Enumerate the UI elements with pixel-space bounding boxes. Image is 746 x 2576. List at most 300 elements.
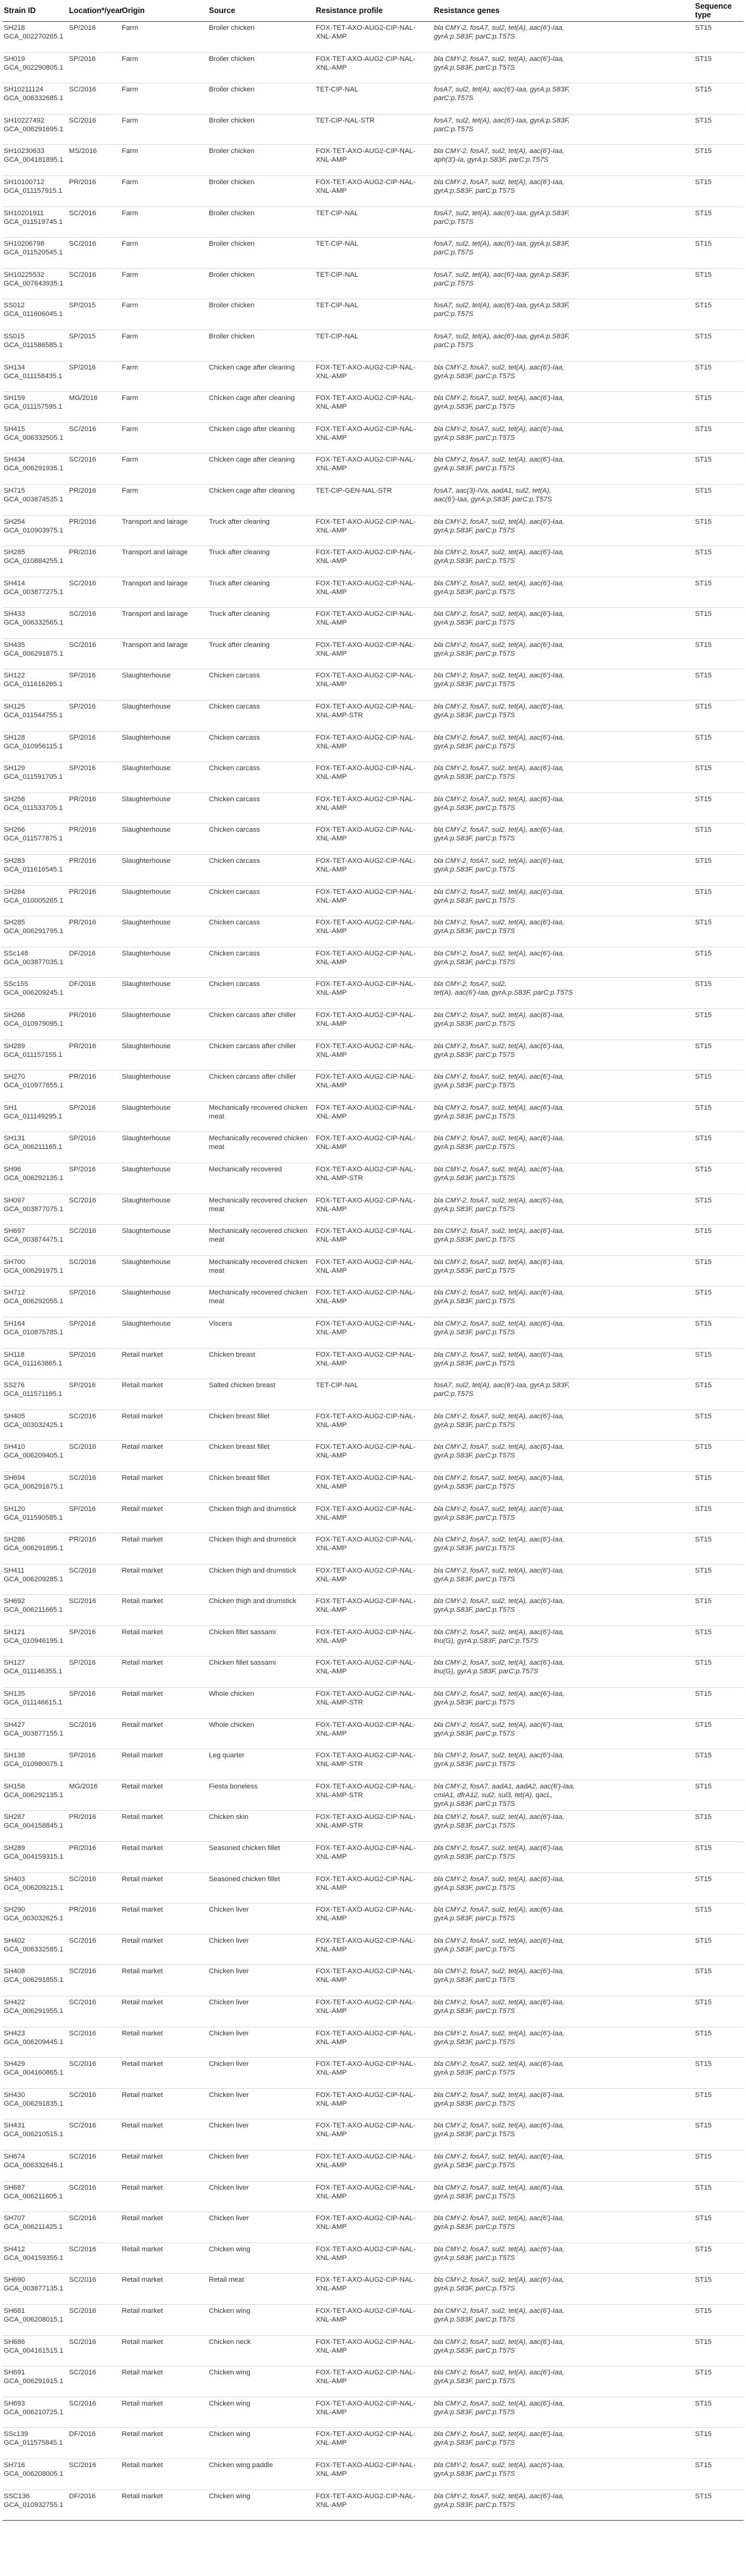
cell-origin: Retail market	[121, 1996, 208, 2027]
cell-resistance-genes-line: gyrA:p.S83F, parC:p.T57S	[434, 465, 515, 473]
cell-source-line: Chicken skin	[209, 1813, 249, 1821]
cell-resistance-profile-line: FOX-TET-AXO-AUG2-CIP-NAL-	[316, 1412, 416, 1420]
table-body	[2, 22, 744, 2521]
cell-resistance-genes-line: gyrA:p.S83F, parC:p.T57S	[434, 2099, 515, 2108]
cell-strain-id	[2, 515, 68, 546]
cell-strain-id-line: SH422	[4, 1999, 25, 2006]
table-row	[2, 299, 744, 330]
cell-strain-id-line: SH121	[4, 1628, 25, 1636]
cell-resistance-profile	[315, 608, 433, 639]
cell-resistance-profile	[315, 1904, 433, 1935]
cell-source	[208, 2027, 315, 2058]
cell-resistance-genes-line: bla CMY-2, fosA7, sul2, tet(A), aac(6')-Iaa,	[434, 1875, 564, 1883]
cell-resistance-profile	[315, 638, 433, 669]
cell-resistance-genes	[433, 453, 694, 485]
cell-source	[208, 1872, 315, 1904]
cell-strain-id-line: GCA_006291875.1	[4, 649, 63, 658]
cell-strain-id-line: SH435	[4, 641, 25, 649]
cell-source-line: Chicken wing paddle	[209, 2461, 274, 2469]
cell-location-year: SP/2016	[68, 1101, 121, 1132]
cell-strain-id-line: SH716	[4, 2461, 25, 2469]
cell-resistance-profile	[315, 145, 433, 176]
cell-resistance-genes-line: gyrA:p.S83F, parC:p.T57S	[434, 1729, 515, 1737]
cell-resistance-genes-line: bla CMY-2, fosA7, sul2, tet(A), aac(6')-Iaa,	[434, 1566, 564, 1574]
cell-source-line: Chicken liver	[209, 2152, 249, 2160]
cell-resistance-genes-line: fosA7, sul2, tet(A), aac(6')-Iaa, gyrA:p.S83F,	[434, 1382, 570, 1390]
cell-resistance-profile-line: FOX-TET-AXO-AUG2-CIP-NAL-	[316, 980, 416, 988]
cell-resistance-genes-line: fosA7, sul2, tet(A), aac(6')-Iaa, gyrA:p.S83F,	[434, 116, 570, 124]
cell-resistance-genes-line: bla CMY-2, fosA7, sul2, tet(A), aac(6')-Iaa,	[434, 24, 564, 32]
cell-location-year: SP/2016	[68, 731, 121, 762]
cell-resistance-genes-line: bla CMY-2, fosA7, sul2, tet(A), aac(6')-Iaa,	[434, 1289, 564, 1297]
cell-sequence-type: ST15	[694, 1379, 744, 1410]
cell-resistance-profile-line: XNL-AMP	[316, 2315, 347, 2323]
cell-strain-id	[2, 2366, 68, 2397]
cell-resistance-profile-line: XNL-AMP	[316, 1020, 347, 1028]
cell-resistance-genes-line: gyrA:p.S83F, parC:p.T57S	[434, 835, 515, 843]
cell-source	[208, 1410, 315, 1441]
table-row	[2, 947, 744, 978]
cell-resistance-genes	[433, 2366, 694, 2397]
table-row	[2, 1225, 744, 1256]
cell-origin: Retail market	[121, 1965, 208, 1996]
cell-source	[208, 2088, 315, 2119]
cell-resistance-genes-line: bla CMY-2, fosA7, sul2, tet(A), aac(6')-Iaa,	[434, 1351, 564, 1359]
cell-resistance-genes-line: gyrA:p.S83F, parC:p.T57S	[434, 1945, 515, 1953]
cell-location-year: SP/2015	[68, 299, 121, 330]
cell-resistance-profile	[315, 1009, 433, 1040]
cell-source-line: Mechanically recovered	[209, 1165, 282, 1173]
cell-source-line: meat	[209, 1112, 224, 1120]
cell-strain-id-line: SH127	[4, 1659, 25, 1667]
cell-sequence-type: ST15	[694, 83, 744, 114]
cell-resistance-profile	[315, 453, 433, 485]
cell-resistance-genes-line: gyrA:p.S83F, parC:p.T57S	[434, 63, 515, 72]
cell-resistance-profile	[315, 2181, 433, 2212]
cell-strain-id-line: GCA_011149295.1	[4, 1112, 63, 1120]
cell-strain-id-line: SH415	[4, 425, 25, 433]
cell-strain-id-line: GCA_006291675.1	[4, 1482, 63, 1490]
cell-resistance-genes-line: bla CMY-2, fosA7, sul2, tet(A), aac(6')-Iaa,	[434, 1844, 564, 1853]
cell-resistance-genes	[433, 2428, 694, 2459]
cell-sequence-type: ST15	[694, 947, 744, 978]
cell-strain-id	[2, 2335, 68, 2366]
cell-location-year: SP/2016	[68, 1657, 121, 1688]
table-row	[2, 1317, 744, 1348]
header-row	[2, 0, 744, 22]
cell-resistance-genes-line: bla CMY-2, fosA7, sul2, tet(A), aac(6')-Iaa,	[434, 1474, 564, 1482]
cell-location-year: SC/2016	[68, 2119, 121, 2151]
cell-resistance-genes	[433, 1564, 694, 1595]
cell-resistance-profile-line: FOX-TET-AXO-AUG2-CIP-NAL-	[316, 1104, 416, 1112]
cell-strain-id-line: SH218	[4, 24, 25, 32]
cell-resistance-profile	[315, 1348, 433, 1379]
cell-resistance-profile-line: FOX-TET-AXO-AUG2-CIP-NAL-	[316, 1319, 416, 1328]
cell-strain-id	[2, 1688, 68, 1719]
cell-source-line: Truck after cleaning	[209, 518, 270, 526]
cell-source	[208, 2397, 315, 2428]
cell-origin: Retail market	[121, 1502, 208, 1533]
cell-sequence-type: ST15	[694, 1471, 744, 1502]
cell-location-year: PR/2016	[68, 885, 121, 916]
cell-source	[208, 2119, 315, 2151]
cell-resistance-profile-line: XNL-AMP	[316, 1236, 347, 1244]
cell-resistance-genes-line: gyrA:p.S83F, parC:p.T57S	[434, 712, 515, 720]
cell-resistance-genes-line: gyrA:p.S83F, parC:p.T57S	[434, 1421, 515, 1429]
cell-origin: Farm	[121, 22, 208, 53]
cell-strain-id	[2, 978, 68, 1009]
cell-origin: Retail market	[121, 2366, 208, 2397]
cell-resistance-genes-line: gyrA:p.S83F, parC:p.T57S	[434, 434, 515, 442]
cell-resistance-genes-line: bla CMY-2, fosA7, sul2, tet(A), aac(6')-Iaa,	[434, 2492, 564, 2500]
cell-resistance-profile	[315, 885, 433, 916]
cell-source	[208, 1132, 315, 1163]
cell-strain-id	[2, 608, 68, 639]
header-location-year: Location*/year	[68, 0, 121, 22]
cell-source-line: Broiler chicken	[209, 147, 255, 156]
cell-source	[208, 2304, 315, 2335]
cell-resistance-genes	[433, 2397, 694, 2428]
cell-resistance-genes	[433, 2181, 694, 2212]
cell-resistance-genes-line: gyrA:p.S83F, parC:p.T57S	[434, 681, 515, 689]
cell-source	[208, 1657, 315, 1688]
table-row	[2, 1039, 744, 1071]
cell-source	[208, 1286, 315, 1318]
cell-source-line: Broiler chicken	[209, 55, 255, 63]
cell-strain-id	[2, 1595, 68, 1626]
cell-location-year: SC/2016	[68, 1934, 121, 1965]
cell-resistance-profile-line: FOX-TET-AXO-AUG2-CIP-NAL-	[316, 1875, 416, 1883]
cell-source-line: Chicken liver	[209, 1999, 249, 2006]
cell-strain-id-line: GCA_003877075.1	[4, 1205, 63, 1213]
cell-location-year: SC/2016	[68, 2397, 121, 2428]
cell-strain-id	[2, 1780, 68, 1811]
cell-strain-id	[2, 2458, 68, 2490]
cell-strain-id-line: SH10227492	[4, 116, 45, 124]
cell-resistance-genes	[433, 268, 694, 299]
cell-resistance-genes-line: gyrA:p.S83F, parC:p.T57S	[434, 2315, 515, 2323]
cell-strain-id	[2, 1441, 68, 1472]
cell-sequence-type: ST15	[694, 1625, 744, 1657]
cell-strain-id-line: SH403	[4, 1875, 25, 1883]
cell-resistance-genes-line: gyrA:p.S83F, parC:p.T57S	[434, 2285, 515, 2293]
cell-location-year: PR/2016	[68, 824, 121, 855]
cell-resistance-profile-line: FOX-TET-AXO-AUG2-CIP-NAL-	[316, 518, 416, 526]
cell-source	[208, 1317, 315, 1348]
cell-sequence-type: ST15	[694, 885, 744, 916]
cell-location-year: SC/2016	[68, 422, 121, 453]
cell-sequence-type: ST15	[694, 2243, 744, 2274]
cell-strain-id-line: GCA_006211165.1	[4, 1143, 63, 1151]
cell-location-year: PR/2016	[68, 1009, 121, 1040]
cell-strain-id-line: GCA_011571185.1	[4, 1390, 63, 1398]
cell-resistance-profile-line: XNL-AMP-STR	[316, 1791, 363, 1799]
cell-resistance-profile	[315, 700, 433, 732]
cell-strain-id-line: SH10230633	[4, 147, 45, 156]
cell-sequence-type: ST15	[694, 1564, 744, 1595]
cell-source-line: Chicken liver	[209, 1906, 249, 1914]
cell-location-year: PR/2016	[68, 793, 121, 824]
cell-resistance-genes-line: bla CMY-2, fosA7, sul2, tet(A), aac(6')-Iaa,	[434, 733, 564, 742]
cell-source	[208, 1996, 315, 2027]
cell-sequence-type: ST15	[694, 2027, 744, 2058]
table-row	[2, 1533, 744, 1565]
cell-resistance-genes-line: aac(6')-Iaa, gyrA:p.S83F, parC:p.T57S	[434, 495, 552, 503]
cell-sequence-type: ST15	[694, 638, 744, 669]
cell-location-year: SP/2016	[68, 1317, 121, 1348]
cell-strain-id	[2, 1286, 68, 1318]
cell-resistance-genes-line: gyrA:p.S83F, parC:p.T57S	[434, 403, 515, 411]
cell-location-year: SC/2016	[68, 2274, 121, 2305]
cell-resistance-profile	[315, 2274, 433, 2305]
cell-resistance-genes-line: gyrA:p.S83F, parC:p.T57S	[434, 866, 515, 874]
cell-resistance-genes-line: bla CMY-2, fosA7, sul2, tet(A), aac(6')-Iaa,	[434, 147, 564, 156]
cell-source	[208, 638, 315, 669]
cell-strain-id-line: SH164	[4, 1319, 25, 1328]
cell-source	[208, 238, 315, 269]
cell-source-line: Chicken carcass	[209, 857, 260, 865]
cell-resistance-genes	[433, 793, 694, 824]
cell-strain-id	[2, 52, 68, 83]
cell-resistance-profile-line: FOX-TET-AXO-AUG2-CIP-NAL-	[316, 579, 416, 587]
cell-source	[208, 175, 315, 207]
cell-origin: Slaughterhouse	[121, 1225, 208, 1256]
cell-strain-id	[2, 638, 68, 669]
cell-resistance-profile	[315, 2027, 433, 2058]
cell-resistance-genes	[433, 1009, 694, 1040]
cell-source-line: Chicken carcass	[209, 672, 260, 680]
cell-location-year: SC/2016	[68, 2335, 121, 2366]
cell-resistance-profile	[315, 2243, 433, 2274]
cell-resistance-genes	[433, 1934, 694, 1965]
cell-source	[208, 1039, 315, 1071]
cell-resistance-profile-line: XNL-AMP	[316, 896, 347, 904]
cell-sequence-type: ST15	[694, 1009, 744, 1040]
cell-resistance-profile-line: XNL-AMP	[316, 619, 347, 627]
cell-location-year: SC/2016	[68, 577, 121, 608]
cell-resistance-profile	[315, 1286, 433, 1318]
cell-source-line: Mechanically recovered chicken	[209, 1135, 308, 1143]
cell-resistance-genes-line: bla CMY-2, fosA7, sul2, tet(A), aac(6')-Iaa,	[434, 1319, 564, 1328]
cell-location-year: PR/2016	[68, 916, 121, 947]
cell-strain-id-line: SH270	[4, 1073, 25, 1081]
table-row	[2, 2058, 744, 2089]
cell-resistance-profile-line: FOX-TET-AXO-AUG2-CIP-NAL-	[316, 2091, 416, 2099]
cell-resistance-genes	[433, 2119, 694, 2151]
cell-strain-id-line: SH405	[4, 1412, 25, 1420]
cell-strain-id	[2, 1132, 68, 1163]
cell-resistance-profile-line: XNL-AMP	[316, 1729, 347, 1737]
cell-strain-id-line: GCA_007643935.1	[4, 279, 63, 287]
cell-strain-id	[2, 145, 68, 176]
cell-strain-id-line: GCA_011577875.1	[4, 835, 63, 843]
cell-strain-id	[2, 1872, 68, 1904]
cell-resistance-genes-line: parC:p.T57S	[434, 249, 474, 257]
cell-resistance-genes-line: bla CMY-2, fosA7, sul2, tet(A), aac(6')-Iaa,	[434, 795, 564, 803]
cell-resistance-profile-line: FOX-TET-AXO-AUG2-CIP-NAL-	[316, 1536, 416, 1544]
cell-resistance-profile-line: XNL-AMP	[316, 2038, 347, 2046]
cell-location-year: SC/2016	[68, 1471, 121, 1502]
cell-resistance-genes-line: parC:p.T57S	[434, 279, 474, 287]
cell-strain-id-line: GCA_004158845.1	[4, 1822, 63, 1830]
table-row	[2, 1101, 744, 1132]
cell-resistance-profile	[315, 2397, 433, 2428]
cell-resistance-profile-line: XNL-AMP	[316, 1976, 347, 1984]
cell-sequence-type: ST15	[694, 2150, 744, 2181]
cell-location-year: SC/2016	[68, 2304, 121, 2335]
cell-sequence-type: ST15	[694, 2088, 744, 2119]
cell-source-line: Chicken thigh and drumstick	[209, 1505, 297, 1513]
table-header	[2, 0, 744, 22]
cell-resistance-genes-line: gyrA:p.S83F, parC:p.T57S	[434, 1699, 515, 1707]
cell-resistance-profile-line: FOX-TET-AXO-AUG2-CIP-NAL-	[316, 1628, 416, 1636]
cell-strain-id	[2, 1194, 68, 1225]
cell-origin: Farm	[121, 83, 208, 114]
cell-location-year: SP/2016	[68, 1688, 121, 1719]
cell-source	[208, 268, 315, 299]
table-row	[2, 2150, 744, 2181]
cell-strain-id-line: GCA_006209445.1	[4, 2038, 63, 2046]
cell-resistance-genes	[433, 762, 694, 793]
cell-sequence-type: ST15	[694, 361, 744, 392]
cell-strain-id	[2, 2397, 68, 2428]
cell-sequence-type: ST15	[694, 1749, 744, 1780]
cell-resistance-genes-line: bla CMY-2, fosA7, sul2, tet(A), aac(6')-Iaa,	[434, 1011, 564, 1019]
cell-resistance-profile-line: XNL-AMP	[316, 1267, 347, 1275]
cell-resistance-genes	[433, 1255, 694, 1286]
cell-resistance-genes-line: gyrA:p.S83F, parC:p.T57S	[434, 1853, 515, 1861]
table-row	[2, 1471, 744, 1502]
cell-sequence-type: ST15	[694, 22, 744, 53]
cell-strain-id-line: SSc139	[4, 2430, 29, 2439]
table-row	[2, 1780, 744, 1811]
cell-resistance-genes-line: bla CMY-2, fosA7, sul2, tet(A), aac(6')-Iaa,	[434, 888, 564, 896]
cell-resistance-genes-line: bla CMY-2, fosA7, sul2, tet(A), aac(6')-Iaa,	[434, 765, 564, 773]
cell-source-line: Chicken cage after cleaning	[209, 425, 295, 433]
cell-strain-id-line: GCA_003877275.1	[4, 588, 63, 596]
cell-resistance-genes-line: bla CMY-2, fosA7, sul2, tet(A), aac(6')-Iaa,	[434, 2369, 564, 2377]
cell-resistance-profile-line: XNL-AMP	[316, 588, 347, 596]
cell-strain-id-line: SH412	[4, 2245, 25, 2253]
cell-resistance-genes-line: bla CMY-2, fosA7, sul2, tet(A), aac(6')-Iaa,	[434, 826, 564, 834]
cell-origin: Slaughterhouse	[121, 1163, 208, 1194]
cell-sequence-type: ST15	[694, 1163, 744, 1194]
cell-resistance-profile-line: TET-CIP-NAL	[316, 1382, 359, 1390]
cell-resistance-genes	[433, 1225, 694, 1256]
cell-resistance-genes-line: bla CMY-2, fosA7, sul2, tet(A), aac(6')-Iaa,	[434, 1597, 564, 1606]
cell-location-year: SC/2016	[68, 1996, 121, 2027]
cell-sequence-type: ST15	[694, 1410, 744, 1441]
table-row	[2, 2397, 744, 2428]
cell-resistance-genes-line: gyrA:p.S83F, parC:p.T57S	[434, 2007, 515, 2015]
cell-resistance-genes-line: parC:p.T57S	[434, 1390, 474, 1398]
cell-sequence-type: ST15	[694, 145, 744, 176]
cell-source	[208, 1749, 315, 1780]
cell-sequence-type: ST15	[694, 1194, 744, 1225]
cell-resistance-profile	[315, 2150, 433, 2181]
cell-resistance-genes-line: fosA7, sul2, tet(A), aac(6')-Iaa, gyrA:p.S83F,	[434, 240, 570, 248]
cell-resistance-genes-line: bla CMY-2, fosA7, sul2, tet(A), aac(6')-Iaa,	[434, 1505, 564, 1513]
table-row	[2, 2212, 744, 2243]
table-row	[2, 515, 744, 546]
cell-sequence-type: ST15	[694, 1718, 744, 1749]
table-row	[2, 1718, 744, 1749]
cell-strain-id-line: SH286	[4, 1536, 25, 1544]
cell-strain-id-line: GCA_006208015.1	[4, 2315, 63, 2323]
cell-strain-id-line: GCA_006291955.1	[4, 2007, 63, 2015]
cell-resistance-genes	[433, 731, 694, 762]
cell-resistance-profile	[315, 1471, 433, 1502]
cell-resistance-genes-line: bla CMY-2, fosA7, aadA1, aadA2, aac(6')-Iaa,	[434, 1782, 575, 1790]
cell-resistance-profile-line: FOX-TET-AXO-AUG2-CIP-NAL-	[316, 1011, 416, 1019]
cell-strain-id-line: GCA_002270265.1	[4, 33, 63, 40]
cell-strain-id-line: GCA_006291975.1	[4, 1267, 63, 1275]
cell-origin: Farm	[121, 484, 208, 515]
table-row	[2, 1441, 744, 1472]
cell-resistance-profile-line: TET-CIP-NAL	[316, 332, 359, 340]
cell-source-line: Chicken carcass	[209, 826, 260, 834]
cell-source	[208, 824, 315, 855]
cell-strain-id	[2, 669, 68, 700]
cell-source-line: Broiler chicken	[209, 178, 255, 186]
table-row	[2, 238, 744, 269]
cell-resistance-genes-line: lnu(G), gyrA:p.S83F, parC:p.T57S	[434, 1668, 538, 1676]
cell-source	[208, 1564, 315, 1595]
cell-strain-id-line: GCA_006211605.1	[4, 2192, 63, 2200]
table-row	[2, 1071, 744, 1102]
cell-resistance-genes-line: bla CMY-2, fosA7, sul2, tet(A), aac(6')-Iaa,	[434, 579, 564, 587]
cell-strain-id-line: GCA_011146355.1	[4, 1668, 63, 1676]
cell-resistance-profile	[315, 238, 433, 269]
cell-sequence-type: ST15	[694, 1934, 744, 1965]
cell-resistance-genes	[433, 2027, 694, 2058]
cell-source	[208, 1811, 315, 1842]
cell-sequence-type: ST15	[694, 207, 744, 238]
cell-strain-id-line: GCA_011157915.1	[4, 187, 63, 195]
cell-strain-id	[2, 1163, 68, 1194]
cell-strain-id-line: GCA_004160865.1	[4, 2069, 63, 2077]
cell-resistance-genes-line: bla CMY-2, fosA7, sul2, tet(A), aac(6')-Iaa,	[434, 1196, 564, 1204]
cell-origin: Retail market	[121, 1533, 208, 1565]
cell-source-line: Mechanically recovered chicken	[209, 1258, 308, 1266]
cell-resistance-profile-line: XNL-AMP	[316, 773, 347, 781]
cell-resistance-profile-line: FOX-TET-AXO-AUG2-CIP-NAL-	[316, 2029, 416, 2037]
cell-resistance-profile-line: XNL-AMP	[316, 2099, 347, 2108]
cell-strain-id-line: GCA_010005265.1	[4, 896, 63, 904]
cell-resistance-profile-line: XNL-AMP	[316, 1205, 347, 1213]
cell-sequence-type: ST15	[694, 1225, 744, 1256]
cell-resistance-genes-line: bla CMY-2, fosA7, sul2, tet(A), aac(6')-Iaa,	[434, 2122, 564, 2130]
cell-resistance-profile-line: FOX-TET-AXO-AUG2-CIP-NAL-	[316, 1721, 416, 1729]
cell-origin: Retail market	[121, 1718, 208, 1749]
cell-resistance-genes-line: bla CMY-2, fosA7, sul2, tet(A), aac(6')-Iaa,	[434, 1628, 564, 1636]
cell-source	[208, 515, 315, 546]
cell-resistance-genes-line: bla CMY-2, fosA7, sul2, tet(A), aac(6')-Iaa,	[434, 2399, 564, 2407]
cell-resistance-profile-line: XNL-AMP	[316, 1637, 347, 1645]
cell-resistance-profile-line: XNL-AMP	[316, 989, 347, 997]
cell-source	[208, 1194, 315, 1225]
cell-sequence-type: ST15	[694, 762, 744, 793]
cell-strain-id-line: SH284	[4, 888, 25, 896]
cell-origin: Slaughterhouse	[121, 947, 208, 978]
table-row	[2, 608, 744, 639]
cell-strain-id-line: GCA_011520545.1	[4, 249, 63, 257]
cell-resistance-profile	[315, 2119, 433, 2151]
cell-origin: Retail market	[121, 1657, 208, 1688]
cell-strain-id-line: GCA_010979095.1	[4, 1020, 63, 1028]
cell-sequence-type: ST15	[694, 1132, 744, 1163]
cell-resistance-genes-line: gyrA:p.S83F, parC:p.T57S	[434, 1174, 515, 1182]
